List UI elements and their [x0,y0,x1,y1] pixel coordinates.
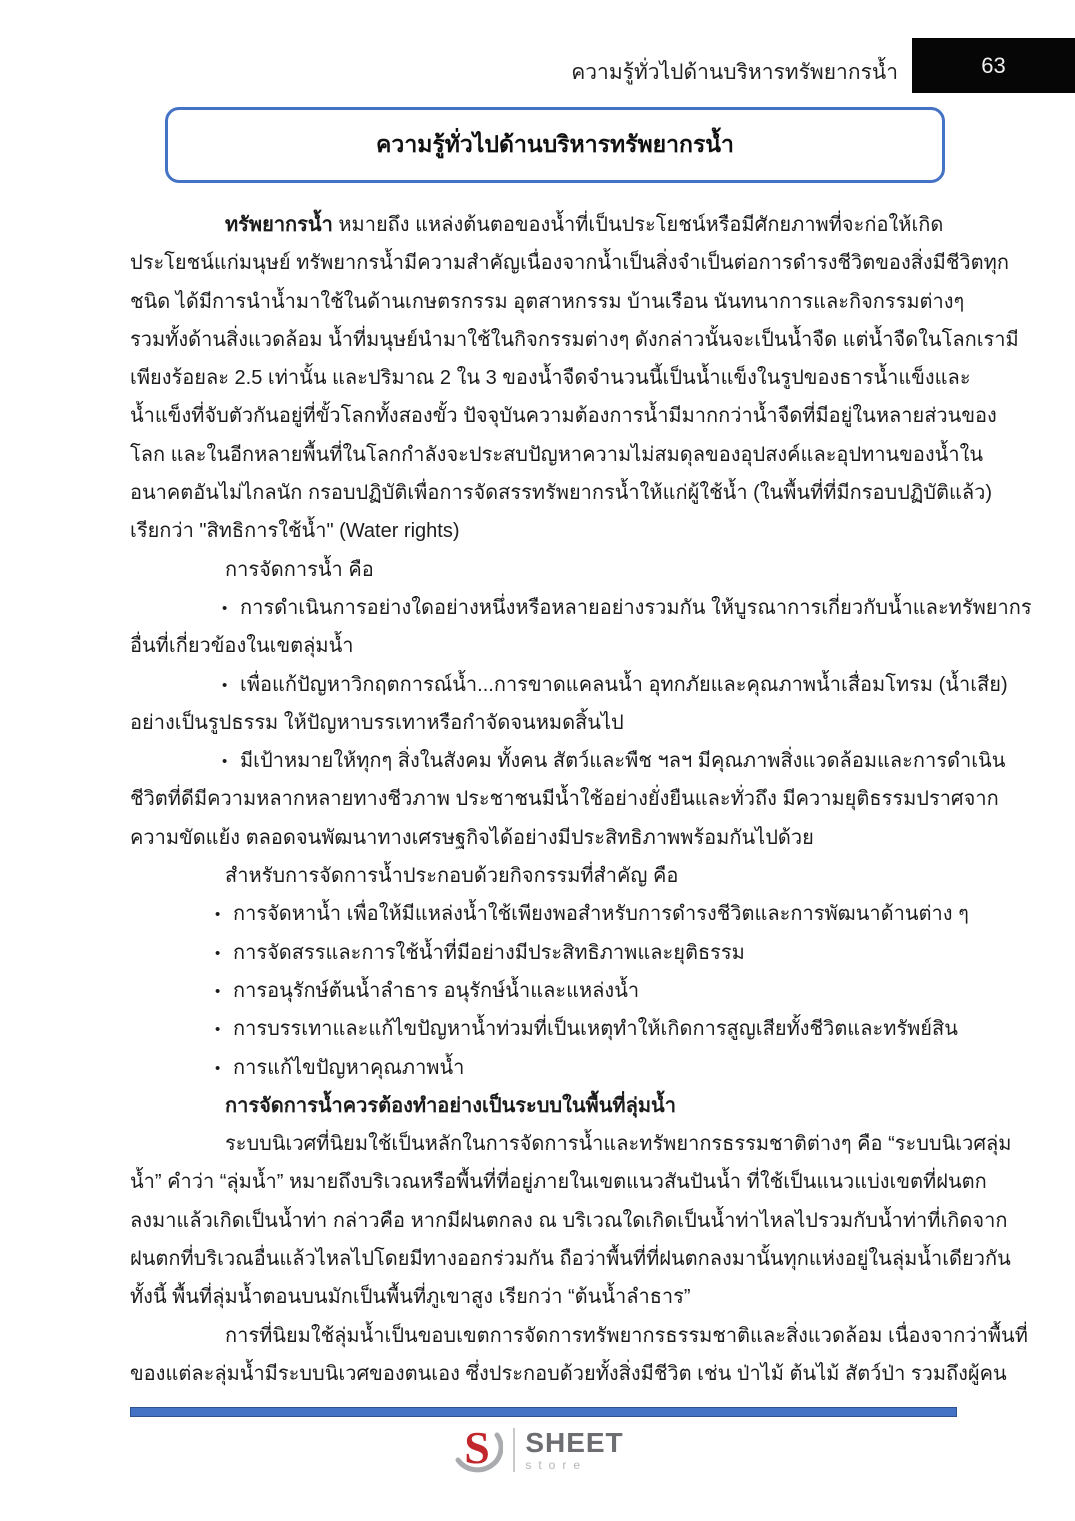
footer-divider-bar [130,1407,957,1417]
body-line: อนาคตอันไม่ไกลนัก กรอบปฏิบัติเพื่อการจัดสรรทรัพยากรน้ำให้แก่ผู้ใช้น้ำ (ในพื้นที่ที่มีกรอบปฏิบัติแล้ว) [130,482,993,505]
body-line: การที่นิยมใช้ลุ่มน้ำเป็นขอบเขตการจัดการทรัพยากรธรรมชาติและสิ่งแวดล้อม เนื่องจากว่าพื้นที่ [225,1324,1028,1347]
body-line: ของแต่ละลุ่มน้ำมีระบบนิเวศของตนเอง ซึ่งประกอบด้วยทั้งสิ่งมีชีวิต เช่น ป่าไม้ ต้นไม้ สัตว์ป่า รวมถึงผู้คน [130,1362,1007,1385]
body-line: • มีเป้าหมายให้ทุกๆ สิ่งในสังคม ทั้งคน สัตว์และพืช ฯลฯ มีคุณภาพสิ่งแวดล้อมและการดำเนิน [130,742,954,780]
body-line: • การแก้ไขปัญหาคุณภาพน้ำ [130,1049,954,1087]
body-line: ชนิด ได้มีการนำน้ำมาใช้ในด้านเกษตรกรรม อุตสาหกรรม บ้านเรือน นันทนาการและกิจกรรมต่างๆ [130,290,965,313]
body-line: ทรัพยากรน้ำ หมายถึง แหล่งต้นตอของน้ำที่เป็นประโยชน์หรือมีศักยภาพที่จะก่อให้เกิด [225,214,944,236]
bullet-marker: • [215,1059,221,1077]
body-line: ความขัดแย้ง ตลอดจนพัฒนาทางเศรษฐกิจได้อย่างมีประสิทธิภาพพร้อมกันไปด้วย [130,826,814,849]
body-line: เพียงร้อยละ 2.5 เท่านั้น และปริมาณ 2 ใน 3 ของน้ำจืดจำนวนนี้เป็นน้ำแข็งในรูปของธารน้ำแข็งและ [130,367,971,390]
body-line: ชีวิตที่ดีมีความหลากหลายทางชีวภาพ ประชาชนมีน้ำใช้อย่างยั่งยืนและทั่วถึง มีความยุติธรรมปราศจาก [130,788,999,811]
body-line: • เพื่อแก้ปัญหาวิกฤตการณ์น้ำ...การขาดแคลนน้ำ อุทกภัยและคุณภาพน้ำเสื่อมโทรม (น้ำเสีย) [130,666,954,704]
bullet-marker: • [222,599,228,617]
body-line: อย่างเป็นรูปธรรม ให้ปัญหาบรรเทาหรือกำจัดจนหมดสิ้นไป [130,711,624,734]
bold-lead: ทรัพยากรน้ำ [225,214,333,236]
body-line: สำหรับการจัดการน้ำประกอบด้วยกิจกรรมที่สำคัญ คือ [225,865,679,888]
bullet-marker: • [215,1021,221,1039]
body-line: ระบบนิเวศที่นิยมใช้เป็นหลักในการจัดการน้ำและทรัพยากรธรรมชาติต่างๆ คือ “ระบบนิเวศลุ่ม [225,1133,1012,1156]
body-line: โลก และในอีกหลายพื้นที่ในโลกกำลังจะประสบปัญหาความไม่สมดุลของอุปสงค์และอุปทานของน้ำใน [130,443,984,466]
page-number: 63 [981,52,1006,78]
body-text [130,206,1032,1393]
bullet-marker: • [222,676,228,694]
logo-subtext: store [525,1457,587,1472]
body-line: น้ำแข็งที่จับตัวกันอยู่ที่ขั้วโลกทั้งสองขั้ว ปัจจุบันความต้องการน้ำมีมากกว่าน้ำจืดที่มีอยู่ในหลายส่วนของ [130,405,997,428]
bullet-marker: • [215,982,221,1000]
body-line: น้ำ” คำว่า “ลุ่มน้ำ” หมายถึงบริเวณหรือพื้นที่ที่อยู่ภายในเขตแนวสันปันน้ำ ที่ใช้เป็นแนวแบ่งเขตที่ฝนตก [130,1171,987,1194]
body-line: ฝนตกที่บริเวณอื่นแล้วไหลไปโดยมีทางออกร่วมกัน ถือว่าพื้นที่ที่ฝนตกลงมานั้นทุกแห่งอยู่ในลุ่มน้ำเดียวกัน [130,1248,1011,1271]
svg-text:S: S [464,1422,491,1473]
page-title: ความรู้ทั่วไปด้านบริหารทรัพยากรน้ำ [376,131,734,157]
body-line: รวมทั้งด้านสิ่งแวดล้อม น้ำที่มนุษย์นำมาใช้ในกิจกรรมต่างๆ ดังกล่าวนั้นจะเป็นน้ำจืด แต่น้ำจืดในโลกเรามี [130,328,1019,351]
body-line: • การบรรเทาและแก้ไขปัญหาน้ำท่วมที่เป็นเหตุทำให้เกิดการสูญเสียทั้งชีวิตและทรัพย์สิน [130,1010,954,1048]
running-head: ความรู้ทั่วไปด้านบริหารทรัพยากรน้ำ [571,61,898,84]
logo-name: SHEET [525,1426,624,1458]
title-box [165,107,945,183]
logo-divider [513,1428,515,1472]
bullet-marker: • [215,944,221,962]
body-line: ทั้งนี้ พื้นที่ลุ่มน้ำตอนบนมักเป็นพื้นที่ภูเขาสูง เรียกว่า “ต้นน้ำลำธาร” [130,1286,691,1309]
body-line: • การจัดสรรและการใช้น้ำที่มีอย่างมีประสิทธิภาพและยุติธรรม [130,934,954,972]
body-line: • การจัดหาน้ำ เพื่อให้มีแหล่งน้ำใช้เพียงพอสำหรับการดำรงชีวิตและการพัฒนาด้านต่าง ๆ [130,895,954,933]
bullet-marker: • [222,753,228,771]
body-line: ประโยชน์แก่มนุษย์ ทรัพยากรน้ำมีความสำคัญเนื่องจากน้ำเป็นสิ่งจำเป็นต่อการดำรงชีวิตของสิ่งมีชีวิตทุก [130,252,1009,275]
page-number-box [912,38,1075,93]
sheet-store-s-icon [451,1420,503,1479]
bullet-marker: • [215,906,221,924]
body-line: อื่นที่เกี่ยวข้องในเขตลุ่มน้ำ [130,635,354,658]
body-line: เรียกว่า "สิทธิการใช้น้ำ" (Water rights) [130,520,460,543]
body-line: • การดำเนินการอย่างใดอย่างหนึ่งหรือหลายอย่างรวมกัน ให้บูรณาการเกี่ยวกับน้ำและทรัพยากร [130,589,954,627]
body-line: • การอนุรักษ์ต้นน้ำลำธาร อนุรักษ์น้ำและแหล่งน้ำ [130,972,954,1010]
sheet-store-logo [0,1420,1075,1479]
body-line: การจัดการน้ำควรต้องทำอย่างเป็นระบบในพื้นที่ลุ่มน้ำ [225,1094,676,1117]
body-line: การจัดการน้ำ คือ [225,558,374,581]
body-line: ลงมาแล้วเกิดเป็นน้ำท่า กล่าวคือ หากมีฝนตกลง ณ บริเวณใดเกิดเป็นน้ำท่าไหลไปรวมกับน้ำท่าที่เกิดจาก [130,1209,1008,1232]
